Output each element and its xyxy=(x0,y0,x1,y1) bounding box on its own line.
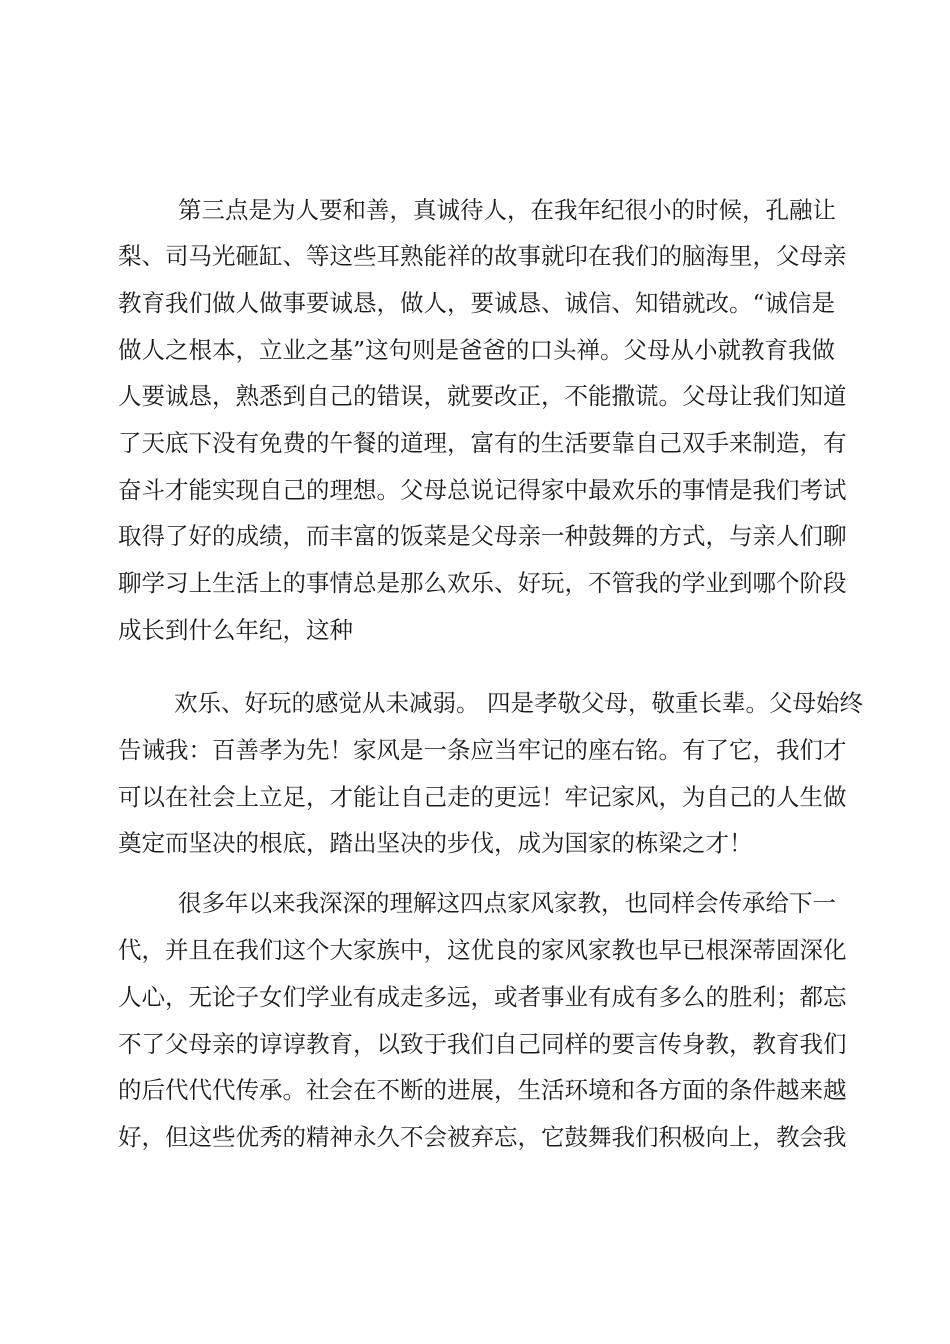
text-line: 奋斗才能实现自己的理想。父母总说记得家中最欢乐的事情是我们考试 xyxy=(118,476,847,504)
text-line: 很多年以来我深深的理解这四点家风家教，也同样会传承给下一 xyxy=(178,889,836,917)
text-line: 的后代代代传承。社会在不断的进展，生活环境和各方面的条件越来越 xyxy=(118,1076,847,1104)
text-line: 人心，无论子女们学业有成走多远，或者事业有成有多么的胜利；都忘 xyxy=(118,983,847,1011)
text-line: 人要诚恳，熟悉到自己的错误，就要改正，不能撒谎。父母让我们知道 xyxy=(118,382,847,410)
text-line: 代，并且在我们这个大家族中，这优良的家风家教也早已根深蒂固深化 xyxy=(118,936,847,964)
text-line: 告诫我：百善孝为先！家风是一条应当牢记的座右铭。有了它，我们才 xyxy=(118,736,847,764)
text-line: 欢乐、好玩的感觉从未减弱。 四是孝敬父母，敬重长辈。父母始终 xyxy=(174,689,863,717)
text-line: 奠定而坚决的根底，踏出坚决的步伐，成为国家的栋梁之才！ xyxy=(118,829,753,857)
text-line: 聊学习上生活上的事情总是那么欢乐、好玩，不管我的学业到哪个阶段 xyxy=(118,569,847,597)
text-line: 第三点是为人要和善，真诚待人，在我年纪很小的时候，孔融让 xyxy=(178,196,836,224)
text-line: 好，但这些优秀的精神永久不会被弃忘，它鼓舞我们积极向上，教会我 xyxy=(118,1123,847,1151)
text-line: 了天底下没有免费的午餐的道理，富有的生活要靠自己双手来制造，有 xyxy=(118,429,847,457)
text-line: 取得了好的成绩，而丰富的饭菜是父母亲一种鼓舞的方式，与亲人们聊 xyxy=(118,522,847,550)
text-line: 可以在社会上立足，才能让自己走的更远！牢记家风，为自己的人生做 xyxy=(118,783,847,811)
text-line: 教育我们做人做事要诚恳，做人，要诚恳、诚信、知错就改。“诚信是 xyxy=(118,289,836,317)
text-line: 成长到什么年纪，这种 xyxy=(118,616,353,644)
text-line: 不了父母亲的谆谆教育，以致于我们自己同样的要言传身教，教育我们 xyxy=(118,1030,847,1058)
text-line: 梨、司马光砸缸、等这些耳熟能祥的故事就印在我们的脑海里，父母亲 xyxy=(118,242,847,270)
text-line: 做人之根本，立业之基”这句则是爸爸的口头禅。父母从小就教育我做 xyxy=(118,336,836,364)
